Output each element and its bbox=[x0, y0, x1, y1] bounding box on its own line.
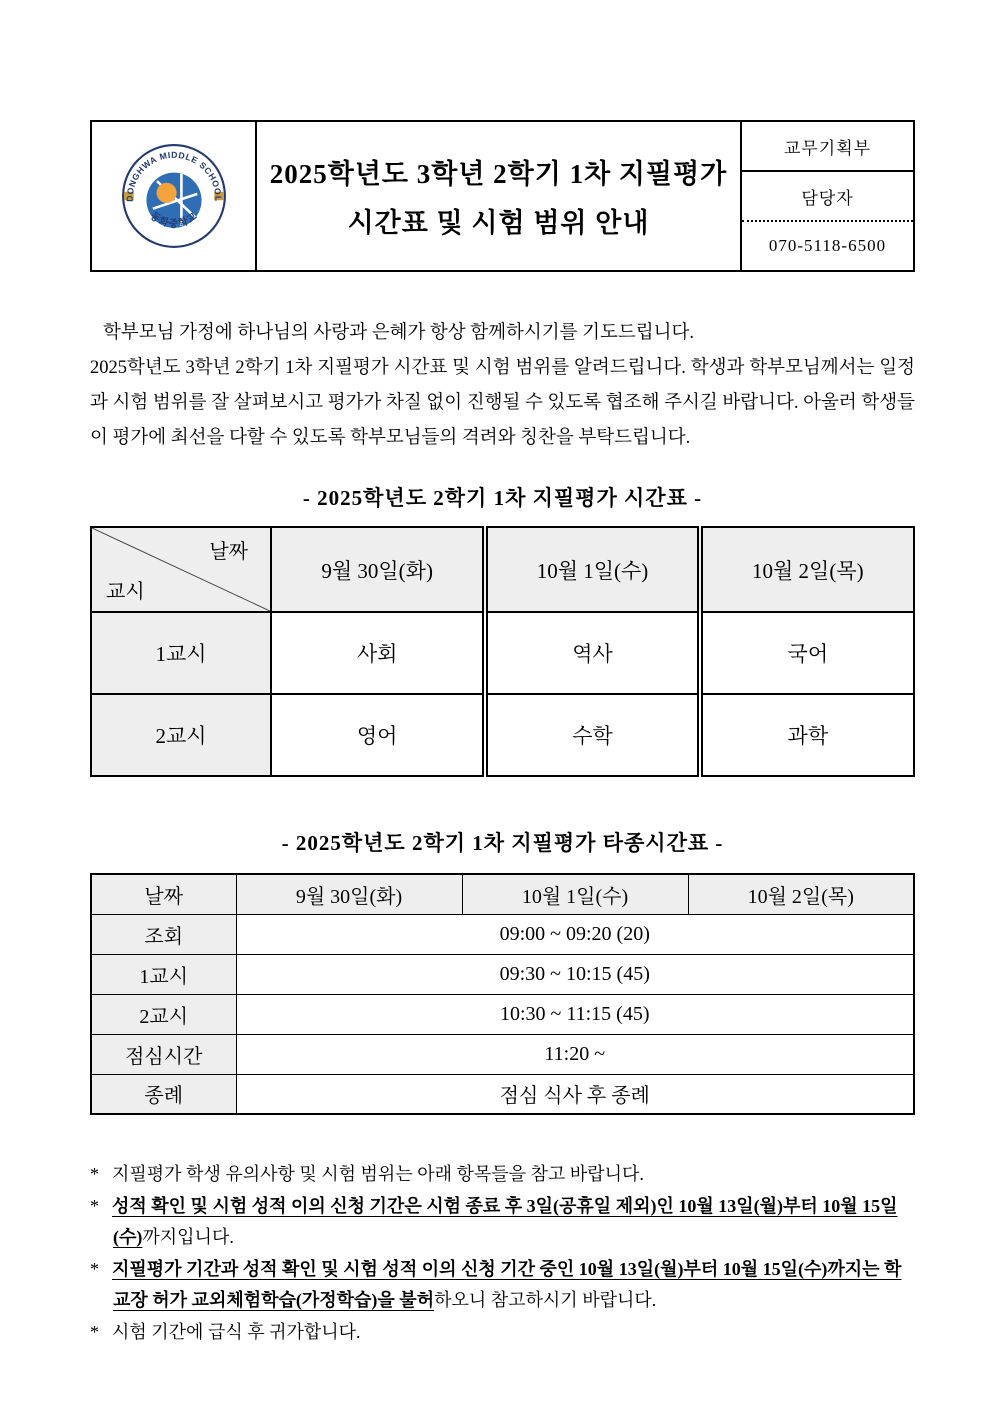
bell-row-label: 조회 bbox=[91, 914, 236, 954]
asterisk-marker: * bbox=[90, 1259, 99, 1279]
bell-row-label: 1교시 bbox=[91, 954, 236, 994]
bell-row-dismissal bbox=[91, 1074, 914, 1114]
school-logo-icon bbox=[121, 143, 227, 249]
contact-phone: 070-5118-6500 bbox=[742, 220, 913, 270]
document-title-line2: 시간표 및 시험 범위 안내 bbox=[347, 208, 650, 238]
subject-cell: 수학 bbox=[485, 694, 699, 776]
bell-row-period1 bbox=[91, 954, 914, 994]
exam-row-period2 bbox=[91, 694, 914, 776]
note-emphasis: 지필평가 기간과 성적 확인 및 시험 성적 이의 신청 기간 중인 10월 13일(월)부터 10월 15일(수)까지는 학교장 허가 교외체험학습(가정학습)을 불허 bbox=[112, 1259, 902, 1310]
intro-body-text: 2025학년도 3학년 2학기 1차 지필평가 시간표 및 시험 범위를 알려드립니다. 학생과 학부모님께서는 일정과 시험 범위를 잘 살펴보시고 평가가 차질 없이 진행될 수 있도록 협조해 주시길 바랍니다. 아울러 학생들이 평가에 최선을 다할 수 있도록 학부모님들의 격려와 칭찬을 부탁드립니다. bbox=[90, 358, 915, 448]
period-label: 2교시 bbox=[91, 694, 271, 776]
bell-date-label: 날짜 bbox=[91, 874, 236, 914]
contact-manager-label: 담당자 bbox=[742, 170, 913, 220]
note-text: 하오니 참고하시기 바랍니다. bbox=[434, 1290, 657, 1310]
school-logo-cell bbox=[92, 122, 257, 270]
bell-date-header: 9월 30일(화) bbox=[236, 874, 462, 914]
bell-row-time: 09:30 ~ 10:15 (45) bbox=[236, 954, 914, 994]
exam-date-header: 10월 2일(목) bbox=[700, 527, 914, 612]
note-item bbox=[90, 1317, 915, 1348]
bell-row-label: 종례 bbox=[91, 1074, 236, 1114]
corner-label-date: 날짜 bbox=[209, 541, 248, 563]
exam-row-period1 bbox=[91, 612, 914, 694]
asterisk-marker: * bbox=[90, 1164, 99, 1184]
document-header bbox=[90, 120, 915, 272]
subject-cell: 영어 bbox=[271, 694, 485, 776]
asterisk-marker: * bbox=[90, 1322, 99, 1342]
intro-section bbox=[90, 316, 915, 456]
note-item bbox=[90, 1191, 915, 1253]
bell-row-time: 점심 식사 후 종례 bbox=[236, 1074, 914, 1114]
period-label: 1교시 bbox=[91, 612, 271, 694]
note-item bbox=[90, 1254, 915, 1316]
bell-date-header: 10월 1일(수) bbox=[462, 874, 688, 914]
bell-row-lunch bbox=[91, 1034, 914, 1074]
subject-cell: 역사 bbox=[485, 612, 699, 694]
exam-table-heading: - 2025학년도 2학기 1차 지필평가 시간표 - bbox=[302, 486, 703, 510]
bell-row-morning-meeting bbox=[91, 914, 914, 954]
corner-cell bbox=[91, 527, 271, 612]
note-text: 까지입니다. bbox=[142, 1227, 234, 1247]
exam-date-header: 10월 1일(수) bbox=[485, 527, 699, 612]
bell-row-period2 bbox=[91, 994, 914, 1034]
contact-department: 교무기획부 bbox=[783, 138, 872, 158]
note-text: 지필평가 학생 유의사항 및 시험 범위는 아래 항목들을 참고 바랍니다. bbox=[112, 1164, 644, 1184]
bell-table-heading: - 2025학년도 2학기 1차 지필평가 타종시간표 - bbox=[281, 831, 724, 855]
logo-bottom-text: 동화중학교 bbox=[147, 210, 200, 230]
note-item bbox=[90, 1159, 915, 1190]
bell-row-time: 11:20 ~ bbox=[236, 1034, 914, 1074]
bell-schedule-table bbox=[90, 873, 915, 1115]
bell-row-label: 2교시 bbox=[91, 994, 236, 1034]
note-text: 시험 기간에 급식 후 귀가합니다. bbox=[112, 1322, 361, 1342]
exam-timetable bbox=[90, 526, 915, 777]
bell-date-header: 10월 2일(목) bbox=[688, 874, 914, 914]
contact-info bbox=[742, 122, 913, 270]
notes-section bbox=[90, 1159, 915, 1348]
exam-date-header: 9월 30일(화) bbox=[271, 527, 485, 612]
subject-cell: 국어 bbox=[700, 612, 914, 694]
subject-cell: 사회 bbox=[271, 612, 485, 694]
document-title bbox=[257, 122, 742, 270]
bell-row-label: 점심시간 bbox=[91, 1034, 236, 1074]
logo-arc-text: DONGHWA MIDDLE SCHOOL bbox=[124, 149, 223, 202]
bell-header-row bbox=[91, 874, 914, 914]
asterisk-marker: * bbox=[90, 1196, 99, 1216]
corner-label-period: 교시 bbox=[106, 581, 145, 603]
bell-row-time: 10:30 ~ 11:15 (45) bbox=[236, 994, 914, 1034]
bell-row-time: 09:00 ~ 09:20 (20) bbox=[236, 914, 914, 954]
document-title-line1: 2025학년도 3학년 2학기 1차 지필평가 bbox=[269, 159, 728, 189]
subject-cell: 과학 bbox=[700, 694, 914, 776]
greeting-text: 학부모님 가정에 하나님의 사랑과 은혜가 항상 함께하시기를 기도드립니다. bbox=[103, 323, 695, 343]
note-emphasis: 성적 확인 및 시험 성적 이의 신청 기간은 시험 종료 후 3일(공휴일 제외)인 10월 13일(월)부터 10월 15일(수) bbox=[112, 1196, 898, 1247]
exam-header-row bbox=[91, 527, 914, 612]
